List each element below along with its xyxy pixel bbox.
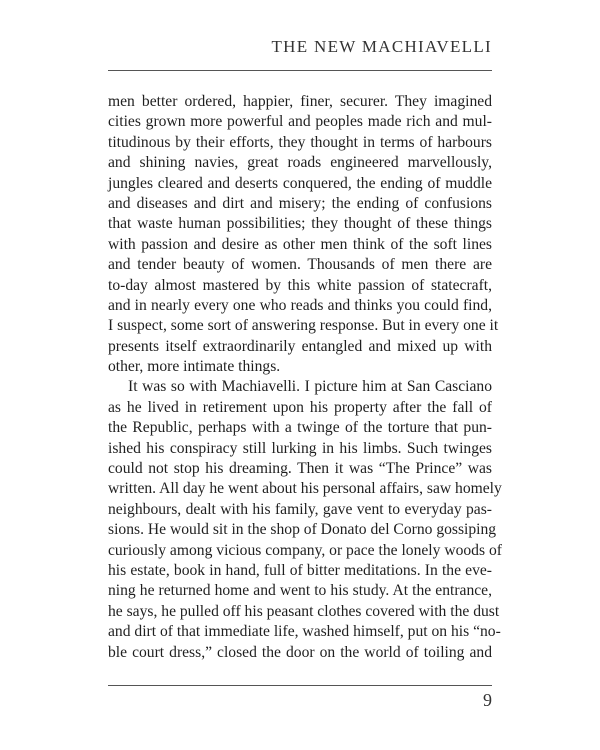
text-line: with passion and desire as other men think of the soft lines (108, 235, 492, 253)
text-line: titudinous by their efforts, they thought in terms of harbours (108, 133, 492, 151)
text-line: ning he returned home and went to his study. At the entrance, (108, 582, 492, 600)
text-line: written. All day he went about his personal affairs, saw homely (108, 480, 502, 498)
body-text (108, 92, 502, 663)
text-line: cities grown more powerful and peoples made rich and mul- (108, 113, 492, 131)
text-line: and dirt of that immediate life, washed himself, put on his “no- (108, 623, 501, 641)
text-line: he says, he pulled off his peasant clothes covered with the dust (108, 602, 500, 620)
text-line: and in nearly every one who reads and thinks you could find, (108, 296, 492, 314)
text-line: that waste human possibilities; they thought of these things (108, 215, 492, 233)
text-line: and diseases and dirt and misery; the ending of confusions (108, 194, 492, 212)
text-line: and tender beauty of women. Thousands of men there are (108, 256, 492, 274)
footer-rule (108, 685, 492, 686)
text-line: sions. He would sit in the shop of Donato del Corno gossiping (108, 521, 497, 539)
text-line: I suspect, some sort of answering response. But in every one it (108, 317, 499, 335)
text-line: ble court dress,” closed the door on the world of toiling and (108, 643, 492, 661)
text-line: other, more intimate things. (108, 358, 281, 376)
text-line: as he lived in retirement upon his property after the fall of (108, 398, 492, 416)
text-line: his estate, book in hand, full of bitter meditations. In the eve- (108, 561, 492, 579)
text-line: neighbours, dealt with his family, gave vent to everyday pas- (108, 500, 492, 518)
text-line: ished his conspiracy still lurking in his limbs. Such twinges (108, 439, 492, 457)
running-head-title: THE NEW MACHIAVELLI (271, 37, 492, 56)
text-line: could not stop his dreaming. Then it was “The Prince” was (108, 460, 492, 478)
text-line: presents itself extraordinarily entangled and mixed up with (108, 337, 492, 355)
text-line: curiously among vicious company, or pace the lonely woods of (108, 541, 502, 559)
text-line: men better ordered, happier, finer, securer. They imagined (108, 93, 492, 110)
text-line-indented: It was so with Machiavelli. I picture him at San Casciano (128, 378, 492, 396)
text-line: and shining navies, great roads engineered marvellously, (108, 154, 492, 172)
text-line: jungles cleared and deserts conquered, the ending of muddle (108, 174, 492, 192)
text-line: the Republic, perhaps with a twinge of the torture that pun- (108, 419, 492, 437)
header-rule (108, 70, 492, 71)
page-number: 9 (483, 690, 492, 710)
text-line: to-day almost mastered by this white passion of statecraft, (108, 276, 492, 294)
